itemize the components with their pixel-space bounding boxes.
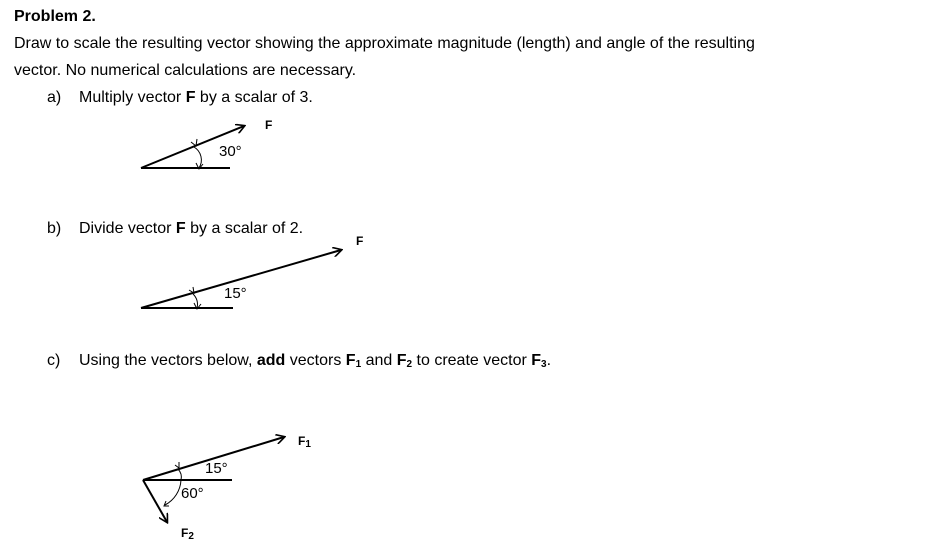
part-c-diagram xyxy=(143,437,284,522)
part-c-vector-f2-label: $F_2$ xyxy=(181,526,194,542)
part-c-angle-arc-60 xyxy=(165,480,181,505)
part-a-marker: a) xyxy=(47,89,62,106)
part-b-arc-arrow-icon xyxy=(189,287,194,293)
part-a-arc-arrow-icon xyxy=(191,139,197,146)
part-c-instruction: Using the vectors below, add vectors $F_1$ and $F_2$ to create vector $F_3$. xyxy=(79,352,552,370)
part-a-instruction: Multiply vector F by a scalar of 3. xyxy=(79,89,313,106)
part-c-angle-60-label: 60° xyxy=(181,485,204,502)
part-b-marker: b) xyxy=(47,220,62,237)
part-c-vector-f1-label: $F_1$ xyxy=(298,434,311,450)
part-b-vector-label: F xyxy=(356,234,364,248)
problem-intro-line-2: vector. No numerical calculations are necessary. xyxy=(14,62,357,79)
part-a-angle-arc xyxy=(194,147,201,168)
part-c-angle-arc-15 xyxy=(178,469,181,480)
part-c-angle-15-label: 15° xyxy=(205,460,228,477)
part-c-arc-arrow-icon xyxy=(175,462,179,468)
part-c-vector-f2 xyxy=(143,480,167,522)
problem-intro-line-1: Draw to scale the resulting vector showing the approximate magnitude (length) and angle of the resulting xyxy=(14,35,755,52)
part-b-instruction: Divide vector F by a scalar of 2. xyxy=(79,220,304,237)
problem-title: Problem 2. xyxy=(14,8,96,25)
part-a-vector-label: F xyxy=(265,118,273,132)
part-c-marker: c) xyxy=(47,352,61,369)
part-a-angle-label: 30° xyxy=(219,143,242,160)
part-b-angle-label: 15° xyxy=(224,285,247,302)
